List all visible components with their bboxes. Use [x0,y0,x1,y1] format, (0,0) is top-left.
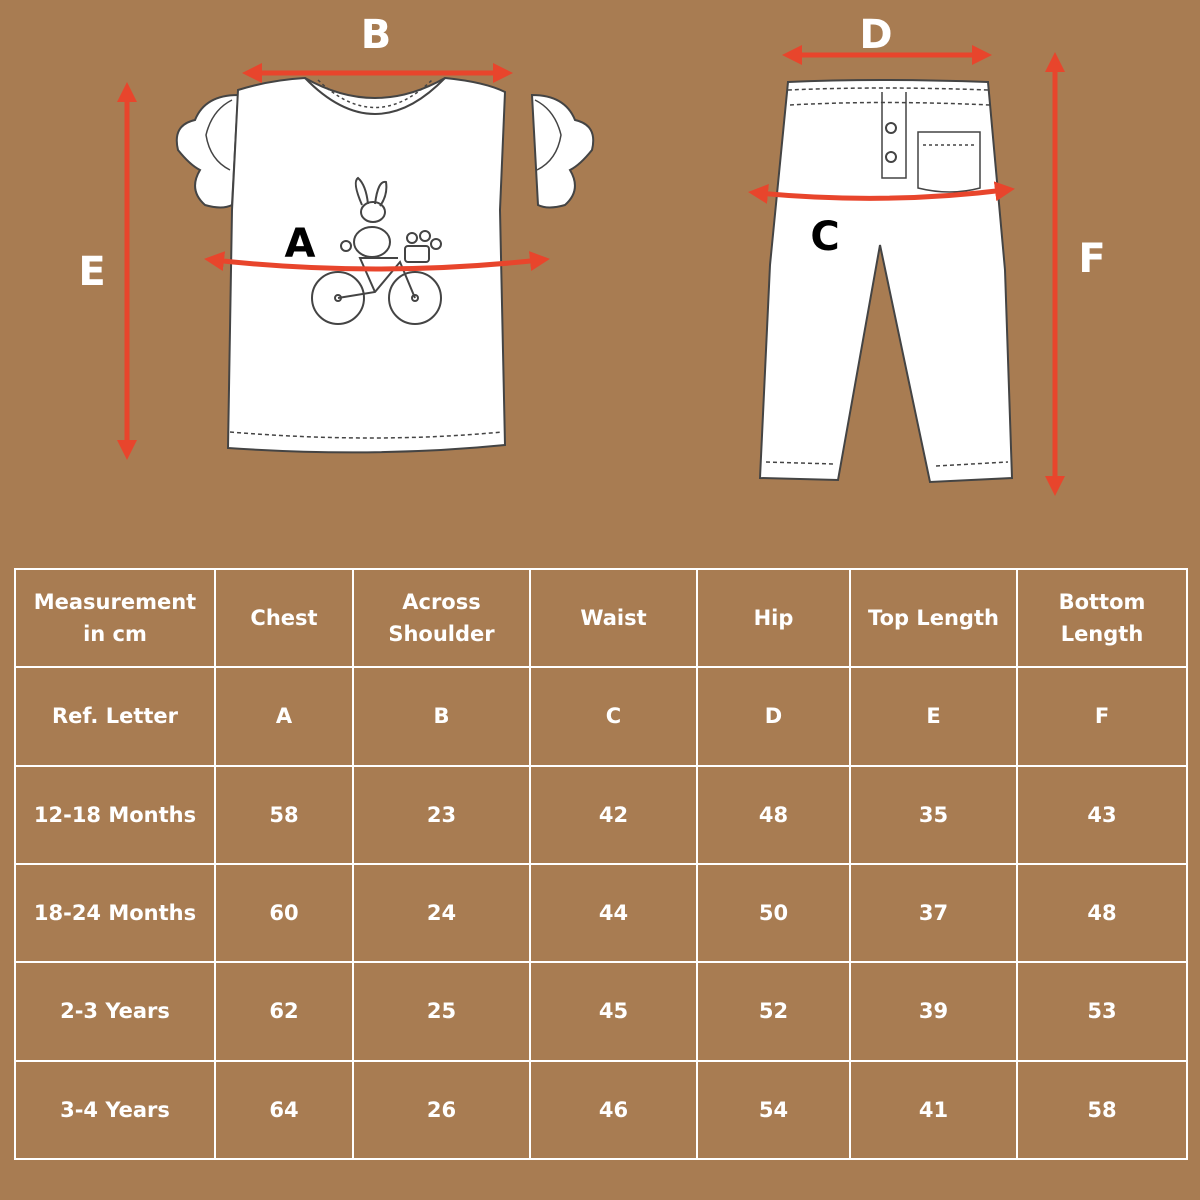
table-cell: 25 [353,962,530,1060]
letter-b: B [360,12,392,58]
table-cell: 58 [215,766,353,864]
table-cell: A [215,667,353,765]
table-cell: 2-3 Years [15,962,215,1060]
table-cell: C [530,667,697,765]
table-row [15,1061,1187,1159]
table-cell: 62 [215,962,353,1060]
header-cell: Bottom Length [1017,569,1187,667]
letter-d: D [859,12,893,58]
header-row [15,569,1187,667]
header-cell: Chest [215,569,353,667]
table-cell: 12-18 Months [15,766,215,864]
table-row [15,766,1187,864]
size-chart-table [14,568,1188,1160]
table-cell: E [850,667,1017,765]
table-cell: 48 [1017,864,1187,962]
table-cell: 3-4 Years [15,1061,215,1159]
table-cell: B [353,667,530,765]
table-cell: 41 [850,1061,1017,1159]
table-cell: 52 [697,962,850,1060]
letter-f: F [1078,236,1106,282]
table-cell: 58 [1017,1061,1187,1159]
table-cell: Ref. Letter [15,667,215,765]
letter-e: E [78,249,106,295]
table-cell: 35 [850,766,1017,864]
table-row [15,864,1187,962]
table-cell: 42 [530,766,697,864]
ref-letter-row [15,667,1187,765]
garment-illustration [0,0,1200,520]
letter-c: C [810,214,840,260]
table-cell: 54 [697,1061,850,1159]
letter-a: A [284,221,316,267]
table-cell: 18-24 Months [15,864,215,962]
table-cell: 37 [850,864,1017,962]
header-cell: Waist [530,569,697,667]
header-cell: Measurement in cm [15,569,215,667]
table-cell: 24 [353,864,530,962]
header-cell: Hip [697,569,850,667]
pants-drawing [760,80,1012,482]
header-cell: Across Shoulder [353,569,530,667]
table-cell: 48 [697,766,850,864]
table-cell: 60 [215,864,353,962]
table-cell: 26 [353,1061,530,1159]
table-cell: 45 [530,962,697,1060]
header-cell: Top Length [850,569,1017,667]
table-cell: D [697,667,850,765]
table-row [15,962,1187,1060]
table-cell: 53 [1017,962,1187,1060]
table-cell: 43 [1017,766,1187,864]
table-cell: 23 [353,766,530,864]
table-cell: 44 [530,864,697,962]
table-cell: F [1017,667,1187,765]
table-cell: 39 [850,962,1017,1060]
table-cell: 64 [215,1061,353,1159]
table-cell: 46 [530,1061,697,1159]
tshirt-drawing [177,78,593,452]
table-cell: 50 [697,864,850,962]
